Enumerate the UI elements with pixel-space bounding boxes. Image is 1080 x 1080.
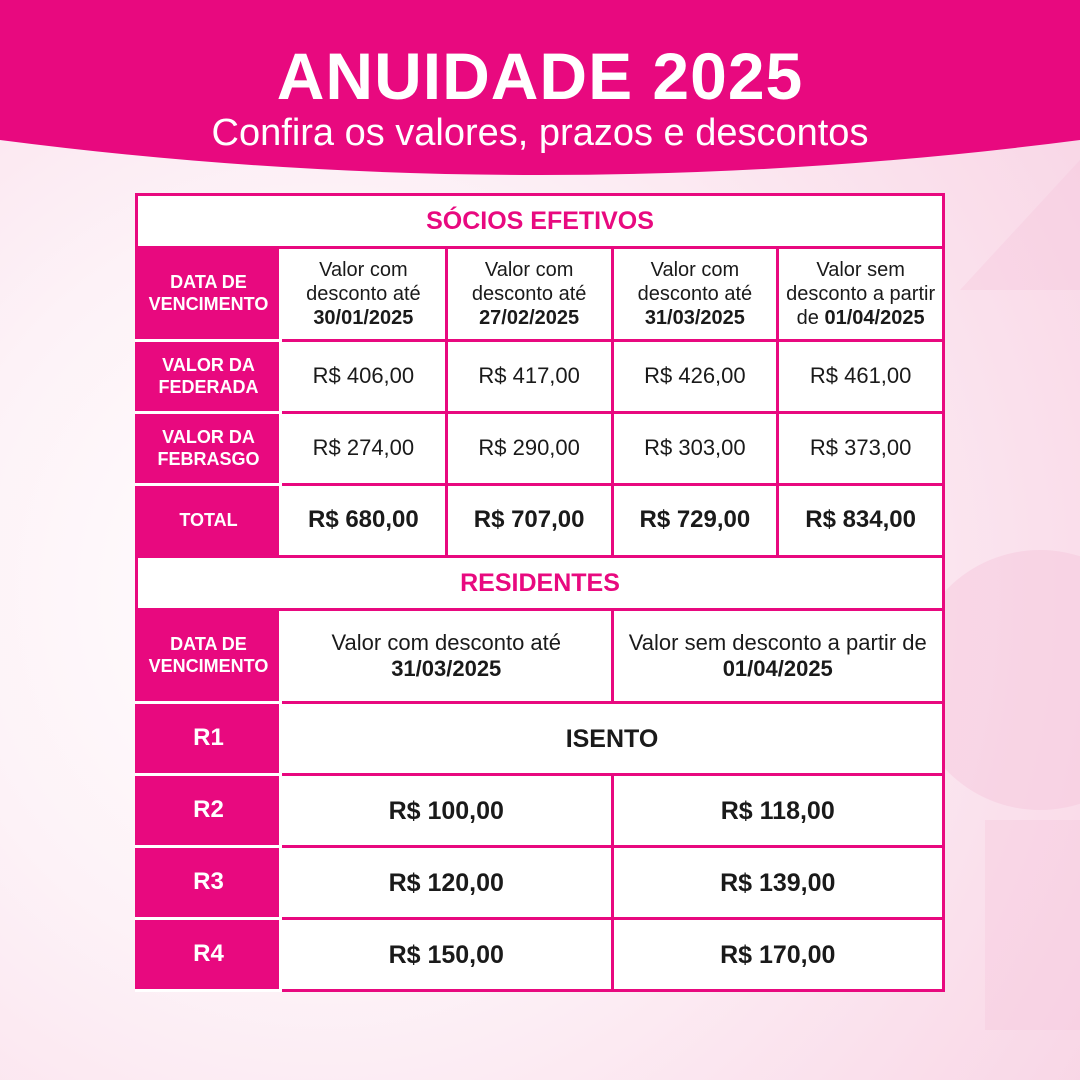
value-cell: R$ 406,00 (281, 341, 447, 413)
total-cell: R$ 834,00 (778, 485, 944, 557)
row-label-federada: VALOR DA FEDERADA (137, 341, 281, 413)
total-cell: R$ 729,00 (612, 485, 778, 557)
value-cell: R$ 170,00 (612, 919, 944, 991)
table-row (137, 413, 944, 485)
table-row (137, 341, 944, 413)
value-cell: R$ 100,00 (281, 775, 613, 847)
value-cell: R$ 417,00 (446, 341, 612, 413)
page-subtitle: Confira os valores, prazos e descontos (211, 112, 869, 154)
residentes-table (135, 555, 945, 992)
total-cell: R$ 707,00 (446, 485, 612, 557)
total-cell: R$ 680,00 (281, 485, 447, 557)
value-cell: R$ 139,00 (612, 847, 944, 919)
value-cell: R$ 150,00 (281, 919, 613, 991)
row-label-febrasgo: VALOR DA FEBRASGO (137, 413, 281, 485)
exempt-cell: ISENTO (281, 703, 944, 775)
socios-column-header: Valor com desconto até 27/02/2025 (446, 248, 612, 341)
socios-date-label: DATA DE VENCIMENTO (137, 248, 281, 341)
row-label-r2: R2 (137, 775, 281, 847)
value-cell: R$ 120,00 (281, 847, 613, 919)
value-cell: R$ 461,00 (778, 341, 944, 413)
value-cell: R$ 274,00 (281, 413, 447, 485)
residentes-column-header: Valor com desconto até 31/03/2025 (281, 610, 613, 703)
socios-column-header: Valor sem desconto a partir de 01/04/2025 (778, 248, 944, 341)
table-row (137, 703, 944, 775)
value-cell: R$ 118,00 (612, 775, 944, 847)
page-title: ANUIDADE 2025 (276, 39, 804, 113)
row-label-total: TOTAL (137, 485, 281, 557)
socios-table (135, 193, 945, 558)
residentes-column-header: Valor sem desconto a partir de 01/04/2025 (612, 610, 944, 703)
socios-column-header: Valor com desconto até 30/01/2025 (281, 248, 447, 341)
row-label-r4: R4 (137, 919, 281, 991)
residentes-date-label: DATA DE VENCIMENTO (137, 610, 281, 703)
table-row (137, 485, 944, 557)
row-label-r1: R1 (137, 703, 281, 775)
value-cell: R$ 373,00 (778, 413, 944, 485)
value-cell: R$ 303,00 (612, 413, 778, 485)
fee-tables (135, 193, 945, 992)
value-cell: R$ 426,00 (612, 341, 778, 413)
socios-column-header: Valor com desconto até 31/03/2025 (612, 248, 778, 341)
table-row (137, 775, 944, 847)
residentes-section-title: RESIDENTES (137, 557, 944, 610)
socios-section-title: SÓCIOS EFETIVOS (137, 195, 944, 248)
value-cell: R$ 290,00 (446, 413, 612, 485)
row-label-r3: R3 (137, 847, 281, 919)
table-row (137, 847, 944, 919)
table-row (137, 919, 944, 991)
